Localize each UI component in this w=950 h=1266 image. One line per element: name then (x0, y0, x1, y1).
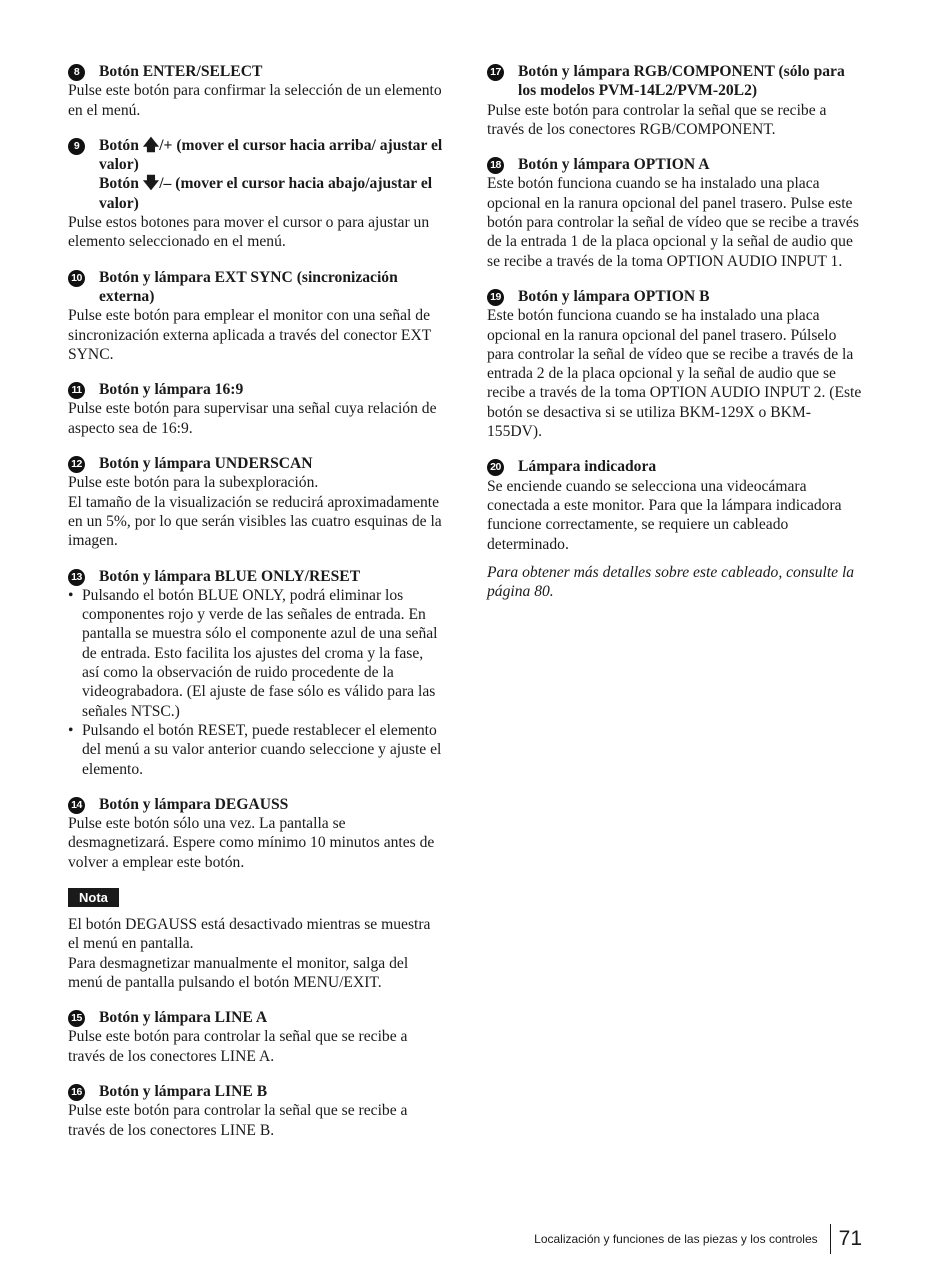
page-footer (534, 1224, 862, 1254)
item-ext-sync (68, 268, 443, 364)
note-text: El botón DEGAUSS está desactivado mientras se muestra el menú en pantalla. (68, 915, 431, 953)
item-option-b (487, 287, 862, 441)
item-title-part: Botón (99, 136, 143, 154)
item-description: Pulse estos botones para mover el cursor o para ajustar un elemento seleccionado en el menú. (68, 214, 430, 251)
item-number-badge: 15 (68, 1010, 85, 1027)
item-line-a (68, 1008, 443, 1066)
arrow-up-icon: 🡅 (142, 136, 160, 154)
item-title: Botón y lámpara BLUE ONLY/RESET (99, 567, 361, 585)
arrow-down-icon: 🡇 (142, 175, 160, 193)
item-description: Pulse este botón para controlar la señal que se recibe a través de los conectores LINE B. (68, 1102, 408, 1139)
item-title-part: /+ (mover el cursor hacia arriba/ ajustar el valor) (99, 136, 443, 174)
item-description: Pulse este botón para controlar la señal que se recibe a través de los conectores LINE A. (68, 1028, 408, 1065)
item-number-badge: 10 (68, 270, 85, 287)
item-cursor-buttons (68, 136, 443, 252)
list-item: • Pulsando el botón RESET, puede restablecer el elemento del menú a su valor anterior cuando seleccione y ajuste el elemento. (68, 721, 443, 779)
item-number-badge: 17 (487, 64, 504, 81)
item-description: Pulse este botón para confirmar la selección de un elemento en el menú. (68, 82, 442, 119)
item-number-badge: 9 (68, 138, 85, 155)
item-option-a (487, 155, 862, 271)
item-title: Botón ENTER/SELECT (99, 63, 263, 80)
item-line-b (68, 1082, 443, 1140)
item-description-extra: El tamaño de la visualización se reducirá aproximadamente en un 5%, por lo que serán visibles las cuatro esquinas de la imagen. (68, 493, 442, 550)
footer-divider (830, 1224, 831, 1254)
item-title: Botón y lámpara UNDERSCAN (99, 455, 313, 473)
item-description: Este botón funciona cuando se ha instalado una placa opcional en la ranura opcional del panel trasero. Pulse este botón para controlar la señal de vídeo que se recibe a través de la entrada 1 de la placa opcional y la señal de audio que se recibe a través de la toma OPTION AUDIO INPUT 1. (487, 175, 859, 270)
item-title: Botón y lámpara LINE A (99, 1009, 268, 1027)
item-number-badge: 14 (68, 797, 85, 814)
footer-section-title: Localización y funciones de las piezas y los controles (534, 1232, 818, 1246)
item-underscan (68, 454, 443, 550)
item-title: Botón y lámpara LINE B (99, 1083, 268, 1101)
item-number-badge: 11 (68, 382, 85, 399)
item-title: Botón y lámpara RGB/COMPONENT (sólo para los modelos PVM-14L2/PVM-20L2) (518, 63, 845, 100)
cross-reference-note: Para obtener más detalles sobre este cableado, consulte la página 80. (487, 563, 855, 601)
item-description: Pulse este botón para controlar la señal que se recibe a través de los conectores RGB/COMPONENT. (487, 101, 827, 138)
item-title: Botón y lámpara 16:9 (99, 381, 244, 399)
item-number-badge: 19 (487, 289, 504, 306)
item-title: Botón y lámpara EXT SYNC (sincronización externa) (99, 268, 398, 305)
item-number-badge: 16 (68, 1084, 85, 1101)
item-title: Botón y lámpara OPTION B (518, 287, 710, 305)
item-degauss (68, 795, 443, 872)
bullet-list (68, 586, 443, 779)
note-block (68, 888, 443, 992)
left-column (68, 62, 443, 1156)
page-number: 71 (838, 1227, 862, 1250)
item-number-badge: 20 (487, 459, 504, 476)
item-description: Se enciende cuando se selecciona una videocámara conectada a este monitor. Para que la lámpara indicadora funcione correctamente, se requiere un cableado determinado. (487, 477, 842, 553)
item-description: Pulse este botón para la subexploración. (68, 474, 319, 492)
item-title-part: /– (mover el cursor hacia abajo/ajustar el valor) (99, 175, 433, 212)
item-description: Pulse este botón para emplear el monitor con una señal de sincronización externa aplicada a través del conector EXT SYNC. (68, 307, 431, 363)
item-title: Botón y lámpara OPTION A (518, 156, 710, 174)
right-column (487, 62, 862, 617)
item-blue-only-reset (68, 567, 443, 779)
item-title-part: Botón (99, 175, 143, 193)
item-description: Pulse este botón sólo una vez. La pantalla se desmagnetizará. Espere como mínimo 10 minutos antes de volver a emplear este botón. (68, 815, 435, 871)
item-description: Este botón funciona cuando se ha instalado una placa opcional en la ranura opcional del panel trasero. Púlselo para controlar la señal de vídeo que se recibe a través de la entrada 2 de la placa opcional y la señal de audio que se recibe a través de la toma OPTION AUDIO INPUT 2. (Este botón se desactiva si se utiliza BKM-129X o BKM-155DV). (487, 307, 862, 441)
list-item: • Pulsando el botón BLUE ONLY, podrá eliminar los componentes rojo y verde de las señales de entrada. En pantalla se muestra sólo el componente azul de una señal de entrada. Esto facilita los ajustes del croma y la fase, así como la observación de ruido procedente de la videograbadora. (El ajuste de fase sólo es válido para las señales NTSC.) (68, 586, 443, 721)
item-title: Botón y lámpara DEGAUSS (99, 795, 289, 813)
item-description: Pulse este botón para supervisar una señal cuya relación de aspecto sea de 16:9. (68, 400, 437, 437)
item-number-badge: 12 (68, 456, 85, 473)
item-title: Lámpara indicadora (518, 458, 657, 476)
item-number-badge: 8 (68, 64, 85, 81)
item-enter-select (68, 62, 443, 120)
item-tally-lamp (487, 457, 862, 601)
item-rgb-component (487, 62, 862, 139)
note-text: Para desmagnetizar manualmente el monitor, salga del menú de pantalla pulsando el botón MENU/EXIT. (68, 954, 409, 991)
note-label: Nota (68, 888, 119, 907)
item-number-badge: 13 (68, 569, 85, 586)
item-number-badge: 18 (487, 157, 504, 174)
item-16-9 (68, 380, 443, 438)
